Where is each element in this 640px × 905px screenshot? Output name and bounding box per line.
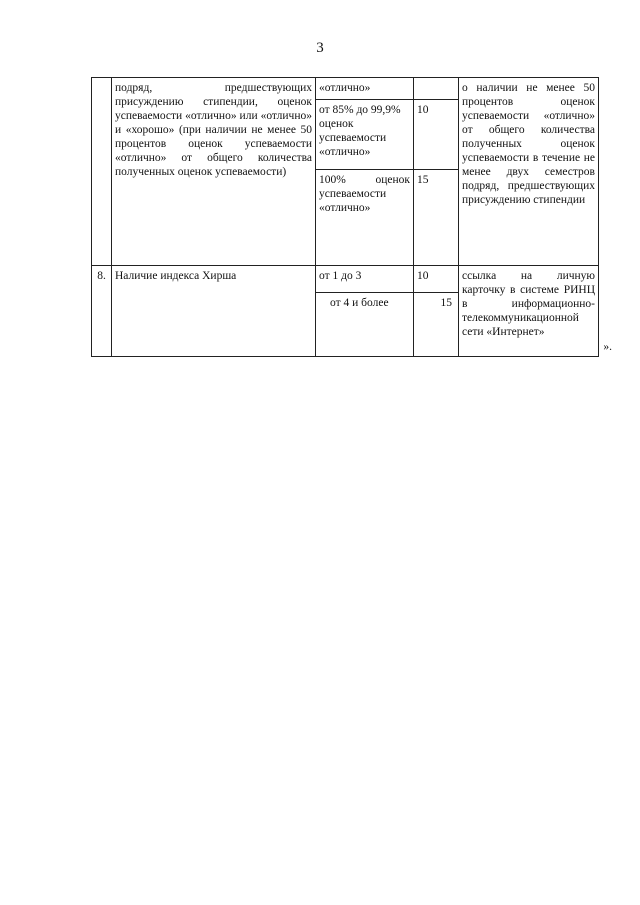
value-cell: от 1 до 3: [316, 266, 414, 293]
points-cell: 15: [414, 293, 459, 357]
page-number: 3: [316, 40, 324, 56]
criterion-cell: Наличие индекса Хирша: [112, 266, 316, 357]
points-cell: 10: [414, 100, 459, 170]
value-cell: «отлично»: [316, 78, 414, 100]
points-cell: 10: [414, 266, 459, 293]
document-cell: [459, 266, 612, 357]
table-row: [92, 78, 599, 100]
criterion-cell: подряд, предшествующих присуждению стипендии, оценок успеваемости «отлично» или «отлично» и «хорошо» (при наличии не менее 50 процентов оценок успеваемости «отлично» от общего количества полученных оценок успеваемости): [112, 78, 316, 266]
points-cell: 15: [414, 170, 459, 266]
row-number-cell: [92, 78, 112, 266]
points-cell: [414, 78, 459, 100]
closing-mark: ».: [603, 341, 612, 353]
value-cell: от 85% до 99,9% оценок успеваемости «отлично»: [316, 100, 414, 170]
document-text: ссылка на личную карточку в системе РИНЦ в информационно-телекоммуникационной сети «Интернет»: [462, 270, 595, 338]
row-number-cell: 8.: [92, 266, 112, 357]
document-cell: о наличии не менее 50 процентов оценок успеваемости «отлично» от общего количества полученных оценок успеваемости в течение не менее двух семестров подряд, предшествующих присуждению стипендии: [459, 78, 599, 266]
table-row: [92, 266, 599, 293]
criteria-table: [91, 77, 612, 357]
value-cell: от 4 и более: [316, 293, 414, 357]
value-cell: 100% оценок успеваемости «отлично»: [316, 170, 414, 266]
